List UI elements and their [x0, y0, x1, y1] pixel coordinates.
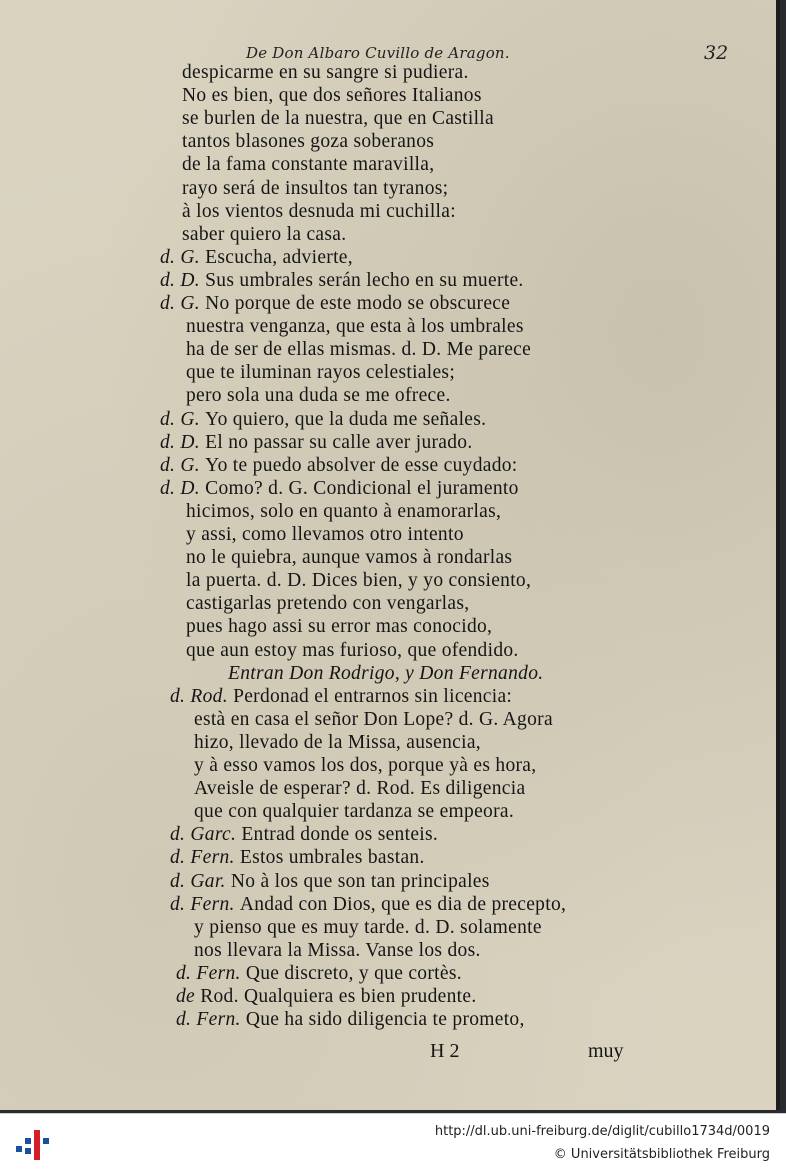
verse-text: Entran Don Rodrigo, y Don Fernando. — [228, 662, 544, 684]
verse-text: Escucha, advierte, — [205, 246, 353, 268]
verse-text: que con qualquier tardanza se empeora. — [194, 801, 515, 823]
verse-text: castigarlas pretendo con vengarlas, — [186, 593, 470, 615]
verse-line — [194, 917, 542, 939]
verse-text: hizo, llevado de la Missa, ausencia, — [194, 731, 481, 753]
source-url[interactable]: http://dl.ub.uni-freiburg.de/diglit/cubillo1734d/0019 — [434, 1124, 770, 1139]
verse-text: està en casa el señor Don Lope? d. G. Agora — [194, 708, 553, 730]
verse-text: se burlen de la nuestra, que en Castilla — [182, 108, 494, 130]
speaker-label: d. Gar. — [170, 870, 231, 892]
verse-text: de la fama constante maravilla, — [182, 154, 435, 176]
verse-text: Yo quiero, que la duda me señales. — [205, 408, 487, 430]
verse-text: pues hago assi su error mas conocido, — [186, 616, 493, 638]
verse-text: Yo te puedo absolver de esse cuydado: — [205, 454, 518, 476]
verse-line — [194, 940, 481, 962]
verse-line — [194, 732, 481, 754]
speaker-label: d. G. — [160, 293, 206, 314]
verse-line — [186, 362, 455, 384]
speaker-label: d. D. — [160, 431, 206, 453]
verse-line — [186, 385, 451, 407]
verse-text: saber quiero la casa. — [182, 223, 347, 245]
verse-text: hicimos, solo en quanto à enamorarlas, — [186, 500, 502, 522]
verse-line — [182, 62, 469, 84]
speaker-label: d. Fern. — [176, 962, 246, 984]
verse-line — [160, 455, 518, 477]
verse-line — [170, 894, 566, 916]
verse-line — [182, 108, 494, 130]
verse-text: pero sola una duda se me ofrece. — [186, 385, 451, 407]
verse-text: y assi, como llevamos otro intento — [186, 524, 464, 545]
verse-text: Como? d. G. Condicional el juramento — [205, 477, 519, 499]
verse-text: la puerta. d. D. Dices bien, y yo consiento, — [186, 570, 532, 592]
verse-text: Perdonad el entrarnos sin licencia: — [233, 685, 513, 707]
verse-text: nuestra venganza, que esta à los umbrales — [186, 316, 524, 338]
verse-line — [170, 847, 425, 869]
verse-text: que te iluminan rayos celestiales; — [186, 362, 456, 384]
verse-line — [176, 963, 462, 985]
verse-line — [194, 778, 525, 800]
verse-text: Rod. Qualquiera es bien prudente. — [200, 986, 477, 1007]
verse-text: Andad con Dios, que es dia de precepto, — [239, 893, 567, 915]
copyright-notice: © Universitätsbibliothek Freiburg — [553, 1147, 770, 1162]
folio-number: 32 — [704, 42, 729, 64]
speaker-label: d. G. — [160, 246, 206, 268]
verse-line — [194, 801, 514, 823]
verse-line — [186, 570, 531, 592]
verse-text: No es bien, que dos señores Italianos — [182, 85, 482, 107]
verse-line — [228, 663, 543, 685]
verse-line — [186, 593, 469, 615]
speaker-label: d. Fern. — [170, 847, 240, 869]
verse-line — [182, 131, 434, 153]
verse-text: rayo será de insultos tan tyranos; — [182, 177, 449, 199]
verse-line — [194, 709, 553, 731]
verse-text: Que discreto, y que cortès. — [245, 962, 462, 984]
verse-text: Sus umbrales serán lecho en su muerte. — [205, 269, 524, 291]
verse-line — [186, 640, 519, 662]
verse-text: No porque de este modo se obscurece — [205, 293, 511, 314]
verse-line — [182, 154, 434, 176]
speaker-label: de — [176, 986, 201, 1007]
verse-text: à los vientos desnuda mi cuchilla: — [182, 200, 456, 222]
signature-mark: H 2 — [430, 1040, 460, 1062]
ub-freiburg-logo-icon — [14, 1124, 52, 1164]
verse-line — [186, 616, 492, 638]
verse-line — [170, 686, 512, 708]
speaker-label: d. Garc. — [170, 824, 242, 846]
verse-line — [170, 824, 438, 846]
verse-line — [186, 547, 512, 569]
verse-text: y pienso que es muy tarde. d. D. solamente — [194, 916, 542, 938]
verse-text: El no passar su calle aver jurado. — [205, 431, 473, 453]
verse-line — [186, 524, 464, 546]
verse-line — [186, 339, 531, 361]
verse-line — [182, 85, 482, 107]
verse-text: tantos blasones goza soberanos — [182, 131, 435, 153]
verse-text: ha de ser de ellas mismas. d. D. Me parece — [186, 339, 532, 361]
verse-line — [160, 247, 353, 269]
verse-line — [160, 409, 486, 431]
speaker-label: d. D. — [160, 477, 206, 499]
verse-line — [170, 871, 490, 893]
verse-line — [194, 755, 536, 777]
verse-text: No à los que son tan principales — [230, 870, 490, 892]
verse-line — [160, 432, 473, 454]
verse-text: no le quiebra, aunque vamos à rondarlas — [186, 547, 513, 569]
speaker-label: d. Rod. — [170, 685, 234, 707]
footer-bar — [0, 1113, 786, 1171]
verse-line — [160, 270, 524, 292]
verse-text: nos llevara la Missa. Vanse los dos. — [194, 939, 481, 961]
verse-text: y à esso vamos los dos, porque yà es hora, — [194, 755, 537, 776]
running-head: De Don Albaro Cuvillo de Aragon. — [246, 44, 510, 62]
verse-line — [176, 1009, 525, 1031]
verse-line — [182, 201, 456, 223]
speaker-label: d. G. — [160, 408, 206, 430]
verse-line — [182, 224, 346, 246]
speaker-label: d. Fern. — [176, 1009, 246, 1031]
verse-line — [160, 293, 510, 315]
verse-line — [176, 986, 477, 1008]
verse-line — [186, 501, 501, 523]
speaker-label: d. Fern. — [170, 893, 240, 915]
speaker-label: d. D. — [160, 269, 206, 291]
verse-text: Estos umbrales bastan. — [239, 847, 425, 869]
catchword: muy — [588, 1040, 624, 1062]
verse-line — [186, 316, 524, 338]
verse-text: despicarme en su sangre si pudiera. — [182, 62, 469, 83]
verse-text: que aun estoy mas furioso, que ofendido. — [186, 639, 519, 661]
verse-text: Aveisle de esperar? d. Rod. Es diligencia — [194, 778, 526, 800]
verse-line — [182, 178, 448, 200]
verse-line — [160, 478, 519, 500]
verse-text: Entrad donde os senteis. — [241, 824, 439, 846]
verse-text: Que ha sido diligencia te prometo, — [245, 1009, 525, 1031]
speaker-label: d. G. — [160, 454, 206, 476]
